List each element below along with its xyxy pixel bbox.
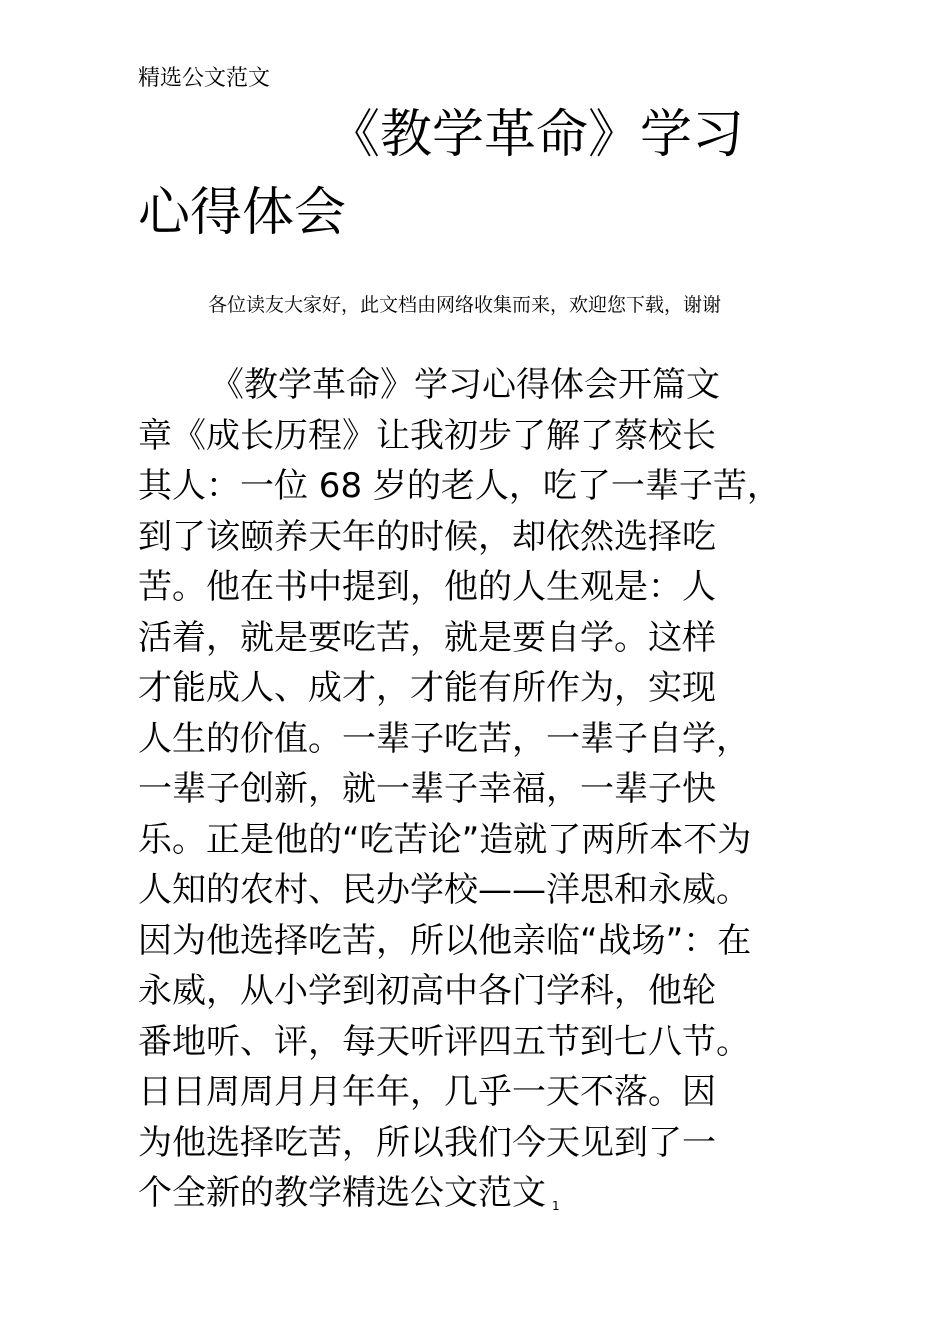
body-line: 到了该颐养天年的时候，却依然选择吃	[138, 516, 716, 557]
body-line: 为他选择吃苦，所以我们今天见到了一	[138, 1122, 716, 1163]
body-line: 苦。他在书中提到，他的人生观是：人	[138, 567, 716, 607]
body-line: 永威，从小学到初高中各门学科，他轮	[138, 971, 716, 1011]
body-line: 才能成人、成才，才能有所作为，实现	[138, 668, 716, 708]
header-label: 精选公文范文	[138, 66, 271, 91]
body-line-last	[138, 1168, 858, 1226]
document-title	[138, 96, 858, 252]
greeting-text: 各位读友大家好，此文档由网络收集而来，欢迎您下载，谢谢	[208, 294, 722, 316]
body-line: 乐。正是他的“吃苦论”造就了两所本不为	[138, 819, 752, 860]
body-line: 章《成长历程》让我初步了解了蔡校长	[138, 415, 716, 456]
body-line: 《教学革命》学习心得体会开篇文	[210, 365, 720, 405]
body-line: 因为他选择吃苦，所以他亲临“战场”：在	[138, 920, 752, 961]
body-line: 人知的农村、民办学校——洋思和永威。	[138, 870, 750, 910]
body-line: 一辈子创新，就一辈子幸福，一辈子快	[138, 769, 716, 809]
title-line-2: 心得体会	[138, 183, 347, 243]
body-line: 其人：一位 68 岁的老人，吃了一辈子苦，	[138, 466, 781, 506]
body-line: 番地听、评，每天听评四五节到七八节。	[138, 1021, 750, 1062]
body-line: 人生的价值。一辈子吃苦，一辈子自学，	[138, 718, 750, 759]
body-line-text: 个全新的教学精选公文范文	[138, 1173, 546, 1213]
body-line: 日日周周月月年年，几乎一天不落。因	[138, 1072, 716, 1112]
page-number: 1	[552, 1199, 560, 1213]
body-line: 活着，就是要吃苦，就是要自学。这样	[138, 617, 716, 658]
body-paragraph	[138, 360, 858, 1226]
title-line-1: 《教学革命》学习	[328, 105, 745, 165]
